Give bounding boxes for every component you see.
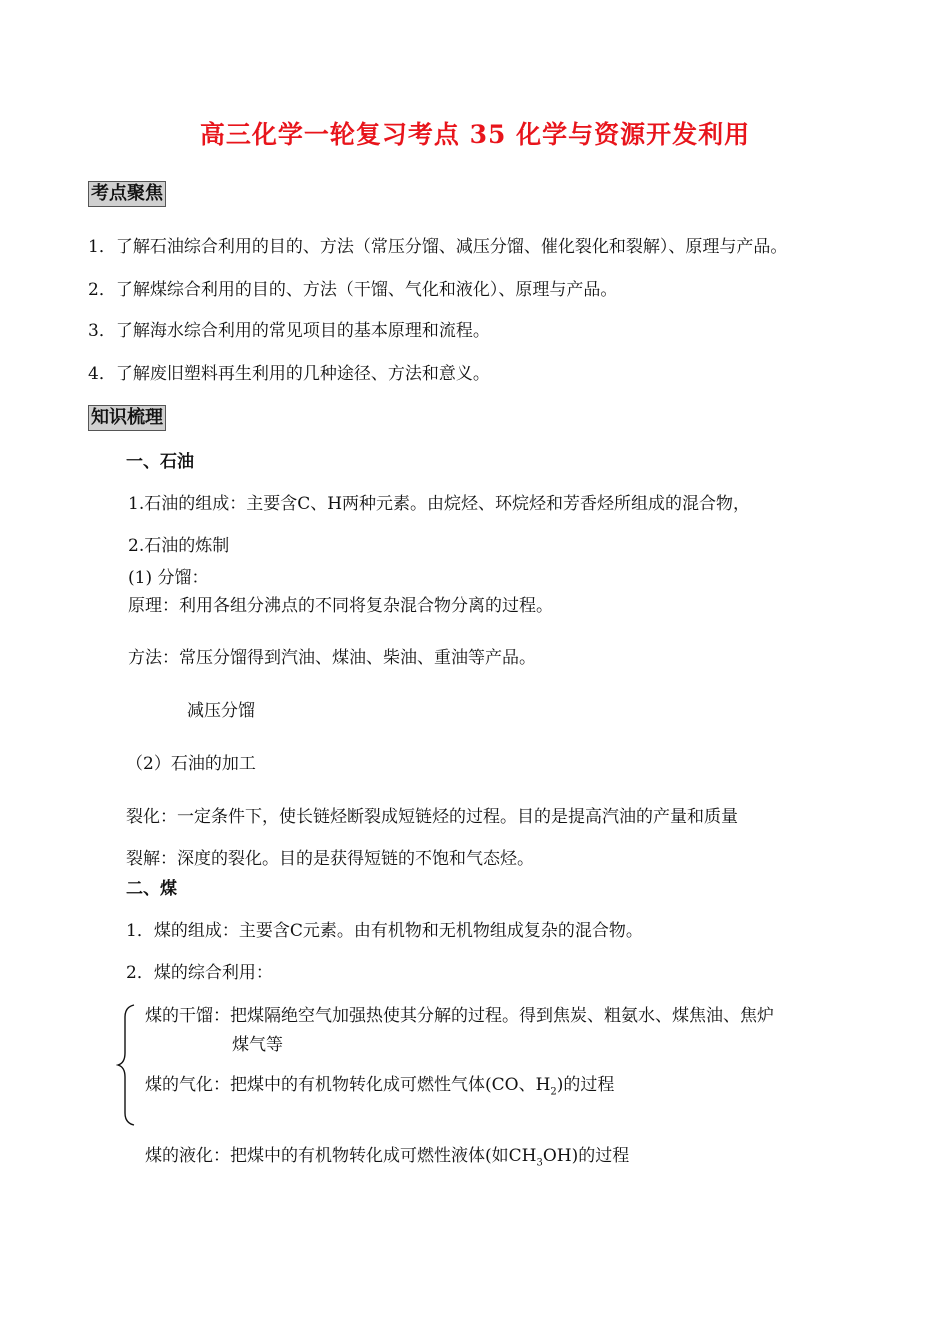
oil-pyrolysis: 裂解：深度的裂化。目的是获得短链的不饱和气态烃。 [126,849,534,869]
curly-brace-icon [116,1003,138,1127]
coal-gasification-suffix: )的过程 [556,1075,615,1095]
oil-vacuum-distillation: 减压分馏 [187,701,255,721]
coal-dry-distillation: 煤的干馏：把煤隔绝空气加强热使其分解的过程。得到焦炭、粗氨水、煤焦油、焦炉 [145,1006,774,1026]
oil-principle: 原理：利用各组分沸点的不同将复杂混合物分离的过程。 [128,596,553,616]
coal-gasification-subscript: 2 [550,1086,557,1098]
focus-item-4: 4．了解废旧塑料再生利用的几种途径、方法和意义。 [88,364,490,384]
coal-liquefaction-subscript: 3 [536,1157,543,1169]
page-title: 高三化学一轮复习考点 35 化学与资源开发利用 [199,120,751,149]
coal-gasification-text: 煤的气化：把煤中的有机物转化成可燃性气体(CO、H [145,1075,551,1095]
knowledge-section-label: 知识梳理 [88,405,166,431]
oil-processing: （2）石油的加工 [126,754,256,774]
coal-liquefaction-text: 煤的液化：把煤中的有机物转化成可燃性液体(如CH [145,1146,537,1166]
coal-composition: 1．煤的组成：主要含C元素。由有机物和无机物组成复杂的混合物。 [126,921,643,941]
coal-liquefaction [145,1148,629,1168]
focus-item-3: 3．了解海水综合利用的常见项目的基本原理和流程。 [88,321,490,341]
focus-section-label: 考点聚焦 [88,181,166,207]
oil-composition: 1.石油的组成：主要含C、H两种元素。由烷烃、环烷烃和芳香烃所组成的混合物， [128,494,751,514]
oil-heading: 一、石油 [126,452,194,472]
coal-heading: 二、煤 [126,879,177,899]
coal-liquefaction-suffix: OH)的过程 [542,1146,630,1166]
oil-cracking: 裂化：一定条件下，使长链烃断裂成短链烃的过程。目的是提高汽油的产量和质量 [126,807,738,827]
coal-dry-distillation-continued: 煤气等 [232,1035,283,1055]
focus-item-2: 2．了解煤综合利用的目的、方法（干馏、气化和液化）、原理与产品。 [88,280,618,300]
oil-refining: 2.石油的炼制 [128,536,230,556]
focus-item-1: 1．了解石油综合利用的目的、方法（常压分馏、减压分馏、催化裂化和裂解）、原理与产品。 [88,237,788,257]
coal-gasification [145,1077,614,1097]
oil-method: 方法：常压分馏得到汽油、煤油、柴油、重油等产品。 [128,648,536,668]
oil-distillation: (1) 分馏： [128,568,209,588]
coal-utilization: 2．煤的综合利用： [126,963,273,983]
